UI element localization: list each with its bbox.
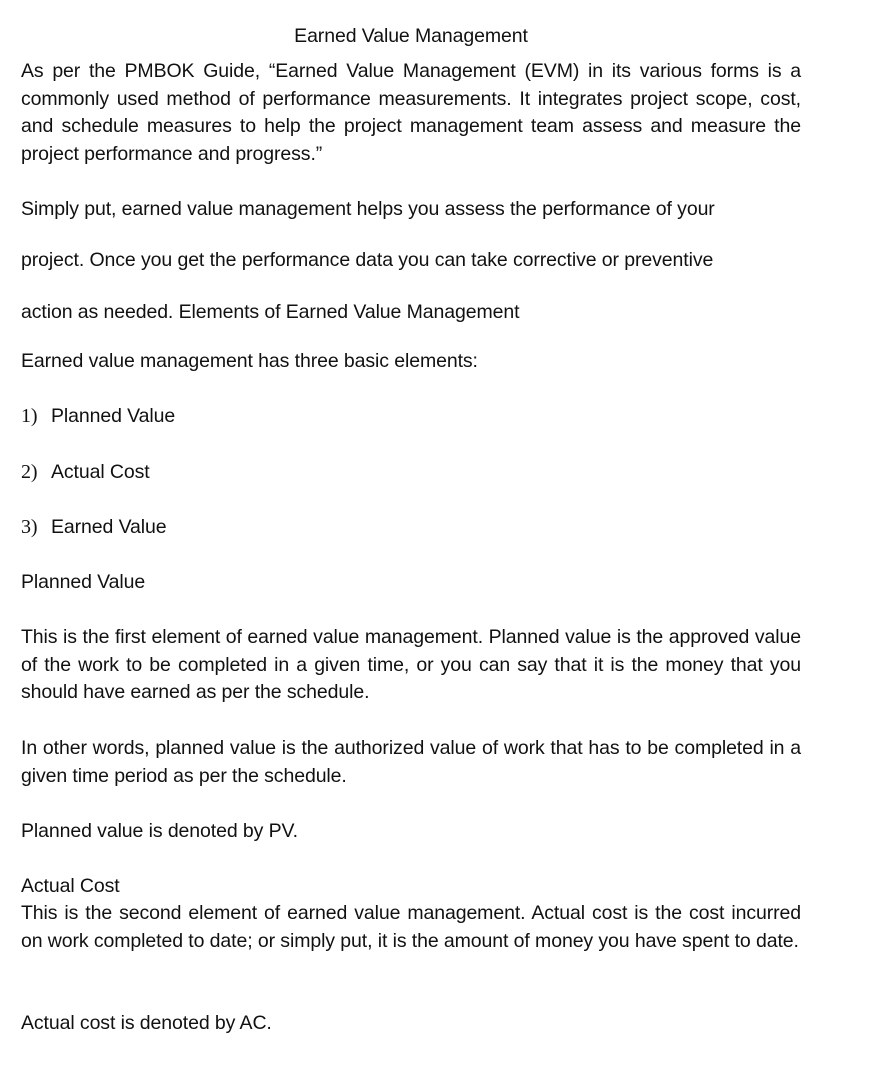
simply-line-1: Simply put, earned value management helps you assess the performance of your [21,198,715,220]
planned-value-paragraph-3: Planned value is denoted by PV. [21,820,298,842]
intro-paragraph: As per the PMBOK Guide, “Earned Value Management (EVM) in its various forms is a commonly used method of performance measurements. It integrates project scope, cost, and schedule measures to help the project management team assess and measure the project performance and progress.” [21,60,801,165]
elements-intro: Earned value management has three basic elements: [21,350,478,372]
list-item-number: 2) [21,461,38,483]
elements-heading: Elements of Earned Value Management [178,301,520,323]
list-item [21,514,801,542]
list-item-label: Earned Value [51,516,167,538]
list-item-number: 1) [21,405,38,427]
actual-cost-heading: Actual Cost [21,875,120,897]
actual-cost-paragraph-1: This is the second element of earned value management. Actual cost is the cost incurred on work completed to date; or simply put, it is the amount of money you have spent to date. [21,902,801,952]
simply-line-2: project. Once you get the performance data you can take corrective or preventive [21,249,714,271]
planned-value-paragraph-1: This is the first element of earned value management. Planned value is the approved value of the work to be completed in a given time, or you can say that it is the money that you should have earned as per the schedule. [21,626,801,703]
list-item [21,459,801,487]
planned-value-paragraph-2: In other words, planned value is the authorized value of work that has to be completed in a given time period as per the schedule. [21,737,801,787]
simply-line-3-container [21,299,801,327]
document-title: Earned Value Management [294,25,528,47]
simply-line-3: action as needed. [21,301,174,323]
list-item-label: Planned Value [51,405,176,427]
list-item [21,403,801,431]
actual-cost-paragraph-2: Actual cost is denoted by AC. [21,1012,272,1034]
planned-value-heading: Planned Value [21,571,146,593]
list-item-label: Actual Cost [51,461,150,483]
list-item-number: 3) [21,516,38,538]
